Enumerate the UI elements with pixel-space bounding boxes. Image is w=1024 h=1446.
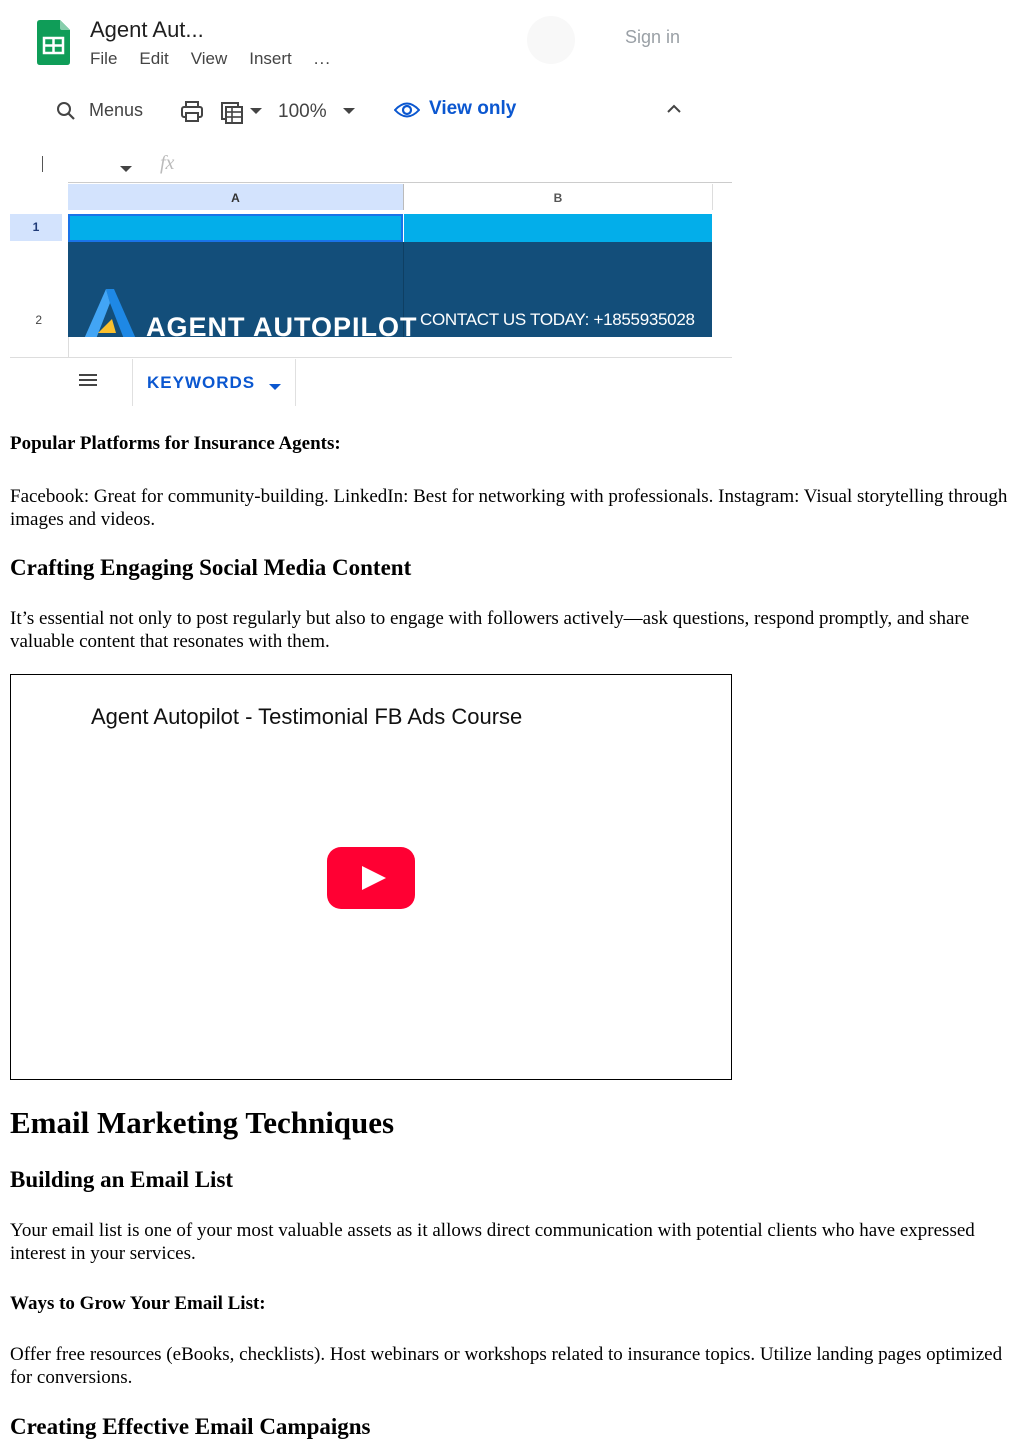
name-box-caret-icon[interactable] [120,161,132,179]
email-marketing-heading: Email Marketing Techniques [10,1105,395,1140]
agent-autopilot-logo-icon [84,289,144,337]
cell-a1[interactable] [68,214,403,242]
table-format-icon[interactable] [220,101,244,125]
play-triangle-icon [362,866,386,890]
content-heading: Crafting Engaging Social Media Content [10,555,412,580]
grid-bottom-border [10,357,732,358]
column-headers [10,184,732,212]
grow-list-heading: Ways to Grow Your Email List: [10,1293,266,1314]
formula-bar-divider [68,182,732,183]
search-icon[interactable] [55,100,77,122]
youtube-play-button-icon[interactable] [327,847,415,909]
sheet-tab-caret-icon[interactable] [269,379,281,397]
video-title[interactable]: Agent Autopilot - Testimonial FB Ads Course [91,704,523,729]
menu-insert[interactable]: Insert [249,49,292,68]
formula-bar [10,148,732,182]
email-list-heading: Building an Email List [10,1167,234,1192]
fx-icon: fx [160,152,175,174]
email-campaigns-heading: Creating Effective Email Campaigns [10,1414,371,1439]
format-dropdown-caret-icon[interactable] [250,108,262,116]
menu-view[interactable]: View [190,49,228,68]
grow-list-paragraph: Offer free resources (eBooks, checklists). Host webinars or workshops related to insurance topics. Utilize landing pages optimized for conversions. [10,1344,1003,1388]
sheet-tab-keywords[interactable] [132,359,296,406]
sheets-embed [10,0,732,410]
menu-more[interactable]: ... [313,49,331,68]
menu-file[interactable]: File [90,49,118,68]
column-header-b[interactable]: B [404,184,713,210]
all-sheets-menu-icon[interactable] [78,372,98,393]
name-box[interactable] [42,156,43,172]
cell-b1[interactable] [404,214,712,242]
sheet-tab-label: KEYWORDS [147,373,256,392]
email-list-paragraph: Your email list is one of your most valuable assets as it allows direct communication with potential clients who have expressed interest in your services. [10,1220,975,1264]
menu-bar [90,49,331,69]
print-icon[interactable] [180,101,204,123]
view-only-mode-button[interactable]: View only [429,98,517,119]
menu-edit[interactable]: Edit [139,49,169,68]
contact-phone-text: CONTACT US TODAY: +1855935028 [420,310,695,329]
zoom-dropdown-caret-icon[interactable] [343,108,355,116]
brand-name: AGENT AUTOPILOT [146,312,418,337]
menus-search-label[interactable]: Menus [89,100,144,120]
row-header-2[interactable]: 2 [35,313,42,327]
platforms-heading: Popular Platforms for Insurance Agents: [10,433,341,454]
sign-in-button[interactable]: Sign in [625,27,681,47]
grid-edge [68,337,69,357]
banner-row[interactable] [68,242,712,337]
row-header-1[interactable]: 1 [10,214,62,241]
avatar [527,16,575,64]
zoom-select[interactable]: 100% [278,101,327,122]
content-paragraph: It’s essential not only to post regularly but also to engage with followers actively—ask questions, respond promptly, and share valuable content that resonates with them. [10,608,970,652]
document-title[interactable]: Agent Aut... [90,17,204,42]
google-sheets-logo-icon[interactable] [37,20,70,65]
video-embed[interactable] [10,674,732,1080]
eye-icon [394,99,420,121]
column-header-a[interactable]: A [68,184,404,210]
chevron-up-icon[interactable] [666,103,682,115]
platforms-paragraph: Facebook: Great for community-building. LinkedIn: Best for networking with professionals. Instagram: Visual storytelling through images and videos. [10,486,1008,530]
toolbar [10,90,732,134]
